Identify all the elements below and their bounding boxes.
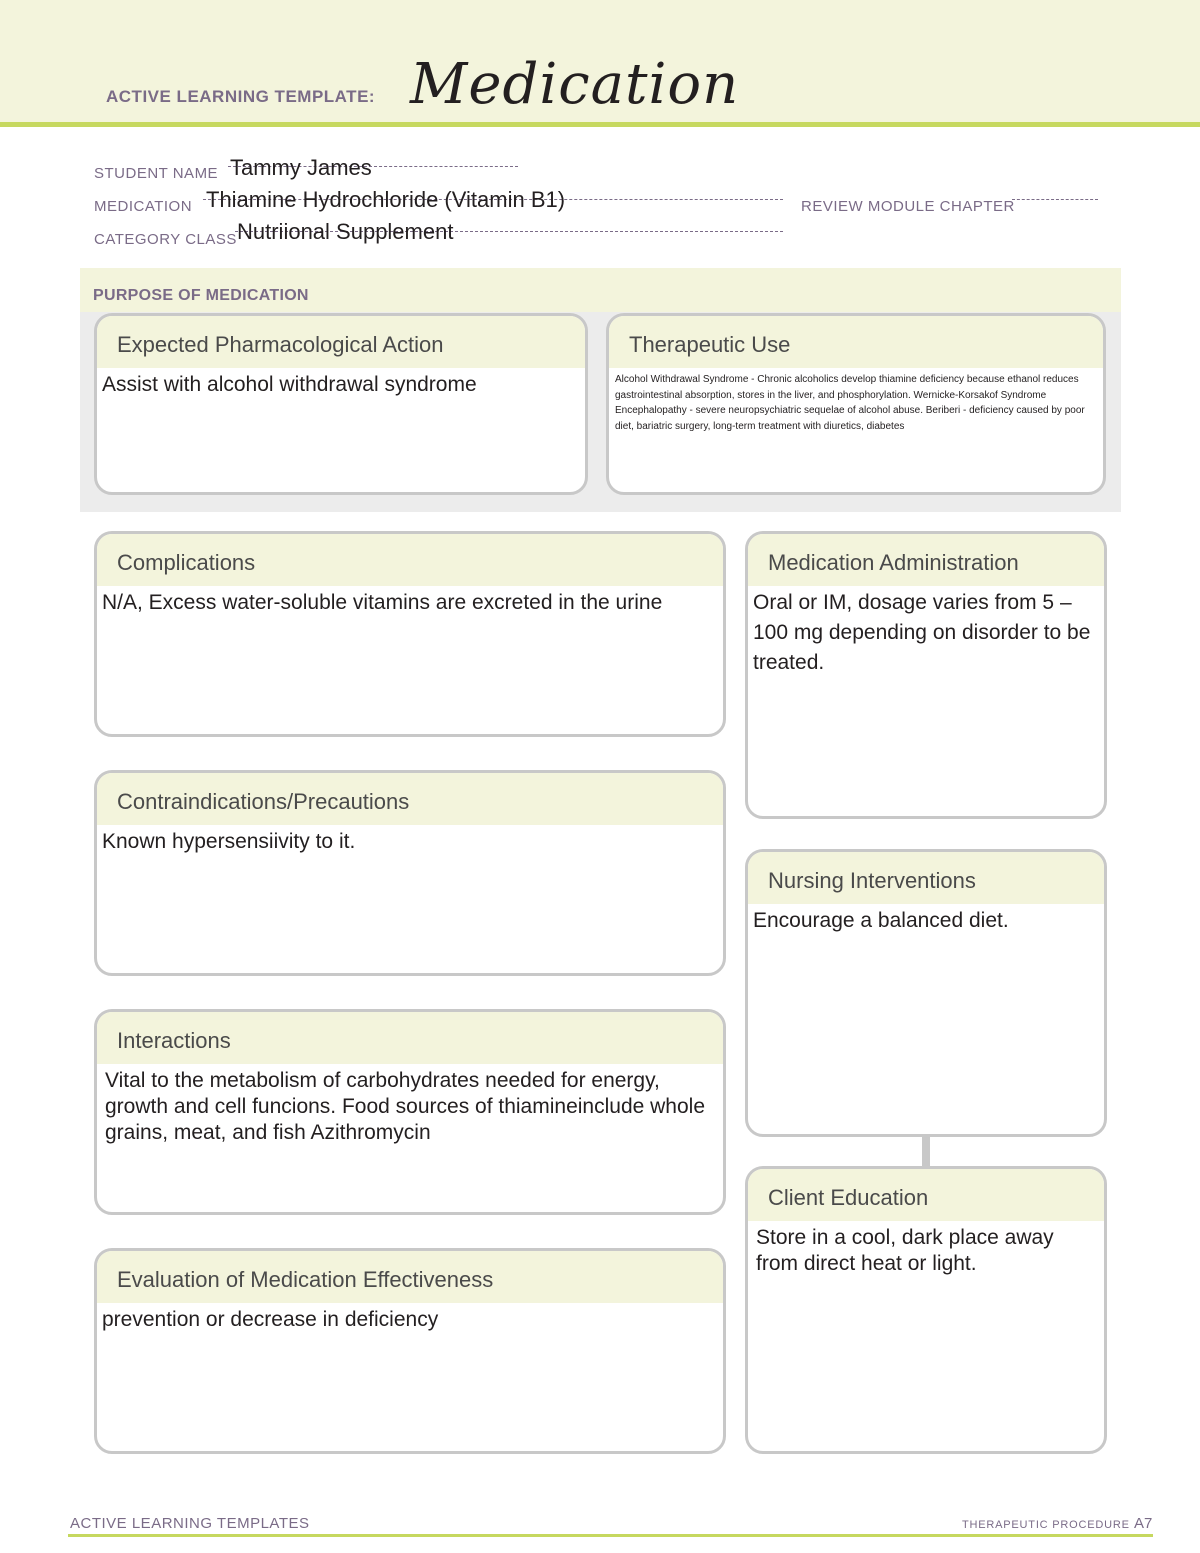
interactions-heading: Interactions bbox=[97, 1012, 723, 1064]
interactions-box bbox=[94, 1009, 726, 1215]
contraindications-box bbox=[94, 770, 726, 976]
contraindications-text[interactable]: Known hypersensiivity to it. bbox=[102, 830, 356, 853]
review-module-label: REVIEW MODULE CHAPTER bbox=[801, 198, 1015, 215]
complications-box bbox=[94, 531, 726, 737]
contraindications-heading: Contraindications/Precautions bbox=[97, 773, 723, 825]
client-education-box bbox=[745, 1166, 1107, 1454]
footer-rule bbox=[68, 1534, 1153, 1537]
therapeutic-use-heading: Therapeutic Use bbox=[609, 316, 1103, 368]
purpose-title: PURPOSE OF MEDICATION bbox=[93, 287, 309, 304]
client-education-heading: Client Education bbox=[748, 1169, 1104, 1221]
medication-field[interactable]: Thiamine Hydrochloride (Vitamin B1) bbox=[206, 187, 566, 212]
template-title: Medication bbox=[410, 52, 740, 117]
expected-action-box bbox=[94, 313, 588, 495]
category-class-label: CATEGORY CLASS bbox=[94, 231, 237, 248]
header-rule bbox=[0, 122, 1200, 127]
expected-action-heading: Expected Pharmacological Action bbox=[97, 316, 585, 368]
medication-administration-heading: Medication Administration bbox=[748, 534, 1104, 586]
nursing-interventions-box bbox=[745, 849, 1107, 1137]
evaluation-text[interactable]: prevention or decrease in deficiency bbox=[102, 1308, 439, 1331]
nursing-interventions-text[interactable]: Encourage a balanced diet. bbox=[753, 909, 1009, 932]
client-education-text[interactable]: Store in a cool, dark place away from direct heat or light. bbox=[756, 1226, 1054, 1275]
review-module-field[interactable] bbox=[1012, 199, 1098, 200]
evaluation-heading: Evaluation of Medication Effectiveness bbox=[97, 1251, 723, 1303]
student-name-field[interactable]: Tammy James bbox=[230, 155, 372, 180]
page-number: A7 bbox=[1134, 1515, 1153, 1532]
expected-action-text[interactable]: Assist with alcohol withdrawal syndrome bbox=[102, 373, 477, 396]
complications-text[interactable]: N/A, Excess water-soluble vitamins are excreted in the urine bbox=[102, 591, 663, 614]
medication-label: MEDICATION bbox=[94, 198, 193, 215]
therapeutic-use-box bbox=[606, 313, 1106, 495]
footer-label: ACTIVE LEARNING TEMPLATES bbox=[70, 1515, 310, 1532]
complications-heading: Complications bbox=[97, 534, 723, 586]
template-label: ACTIVE LEARNING TEMPLATE: bbox=[106, 87, 376, 106]
box-connector bbox=[922, 1135, 930, 1168]
therapeutic-use-text[interactable]: Alcohol Withdrawal Syndrome - Chronic alcoholics develop thiamine deficiency because ethanol reduces gastrointestinal absorption, stores in the liver, and phosphorylation. Wernicke-Korsakof Syndrome Encephalopathy - severe neuropsychiatric sequelae of alcohol abuse. Beriberi - deficiency caused by poor diet, bariatric surgery, long-term treatment with diuretics, diabetes bbox=[615, 374, 1085, 432]
medication-administration-box bbox=[745, 531, 1107, 819]
category-class-field[interactable]: Nutriional Supplement bbox=[237, 219, 454, 244]
student-name-label: STUDENT NAME bbox=[94, 165, 219, 182]
interactions-text[interactable]: Vital to the metabolism of carbohydrates needed for energy, growth and cell funcions. Food sources of thiamineinclude whole grains, meat, and fish Azithromycin bbox=[105, 1069, 706, 1144]
evaluation-box bbox=[94, 1248, 726, 1454]
nursing-interventions-heading: Nursing Interventions bbox=[748, 852, 1104, 904]
footer-section: THERAPEUTIC PROCEDURE bbox=[962, 1519, 1130, 1531]
medication-administration-text[interactable]: Oral or IM, dosage varies from 5 – 100 mg depending on disorder to be treated. bbox=[753, 591, 1091, 674]
